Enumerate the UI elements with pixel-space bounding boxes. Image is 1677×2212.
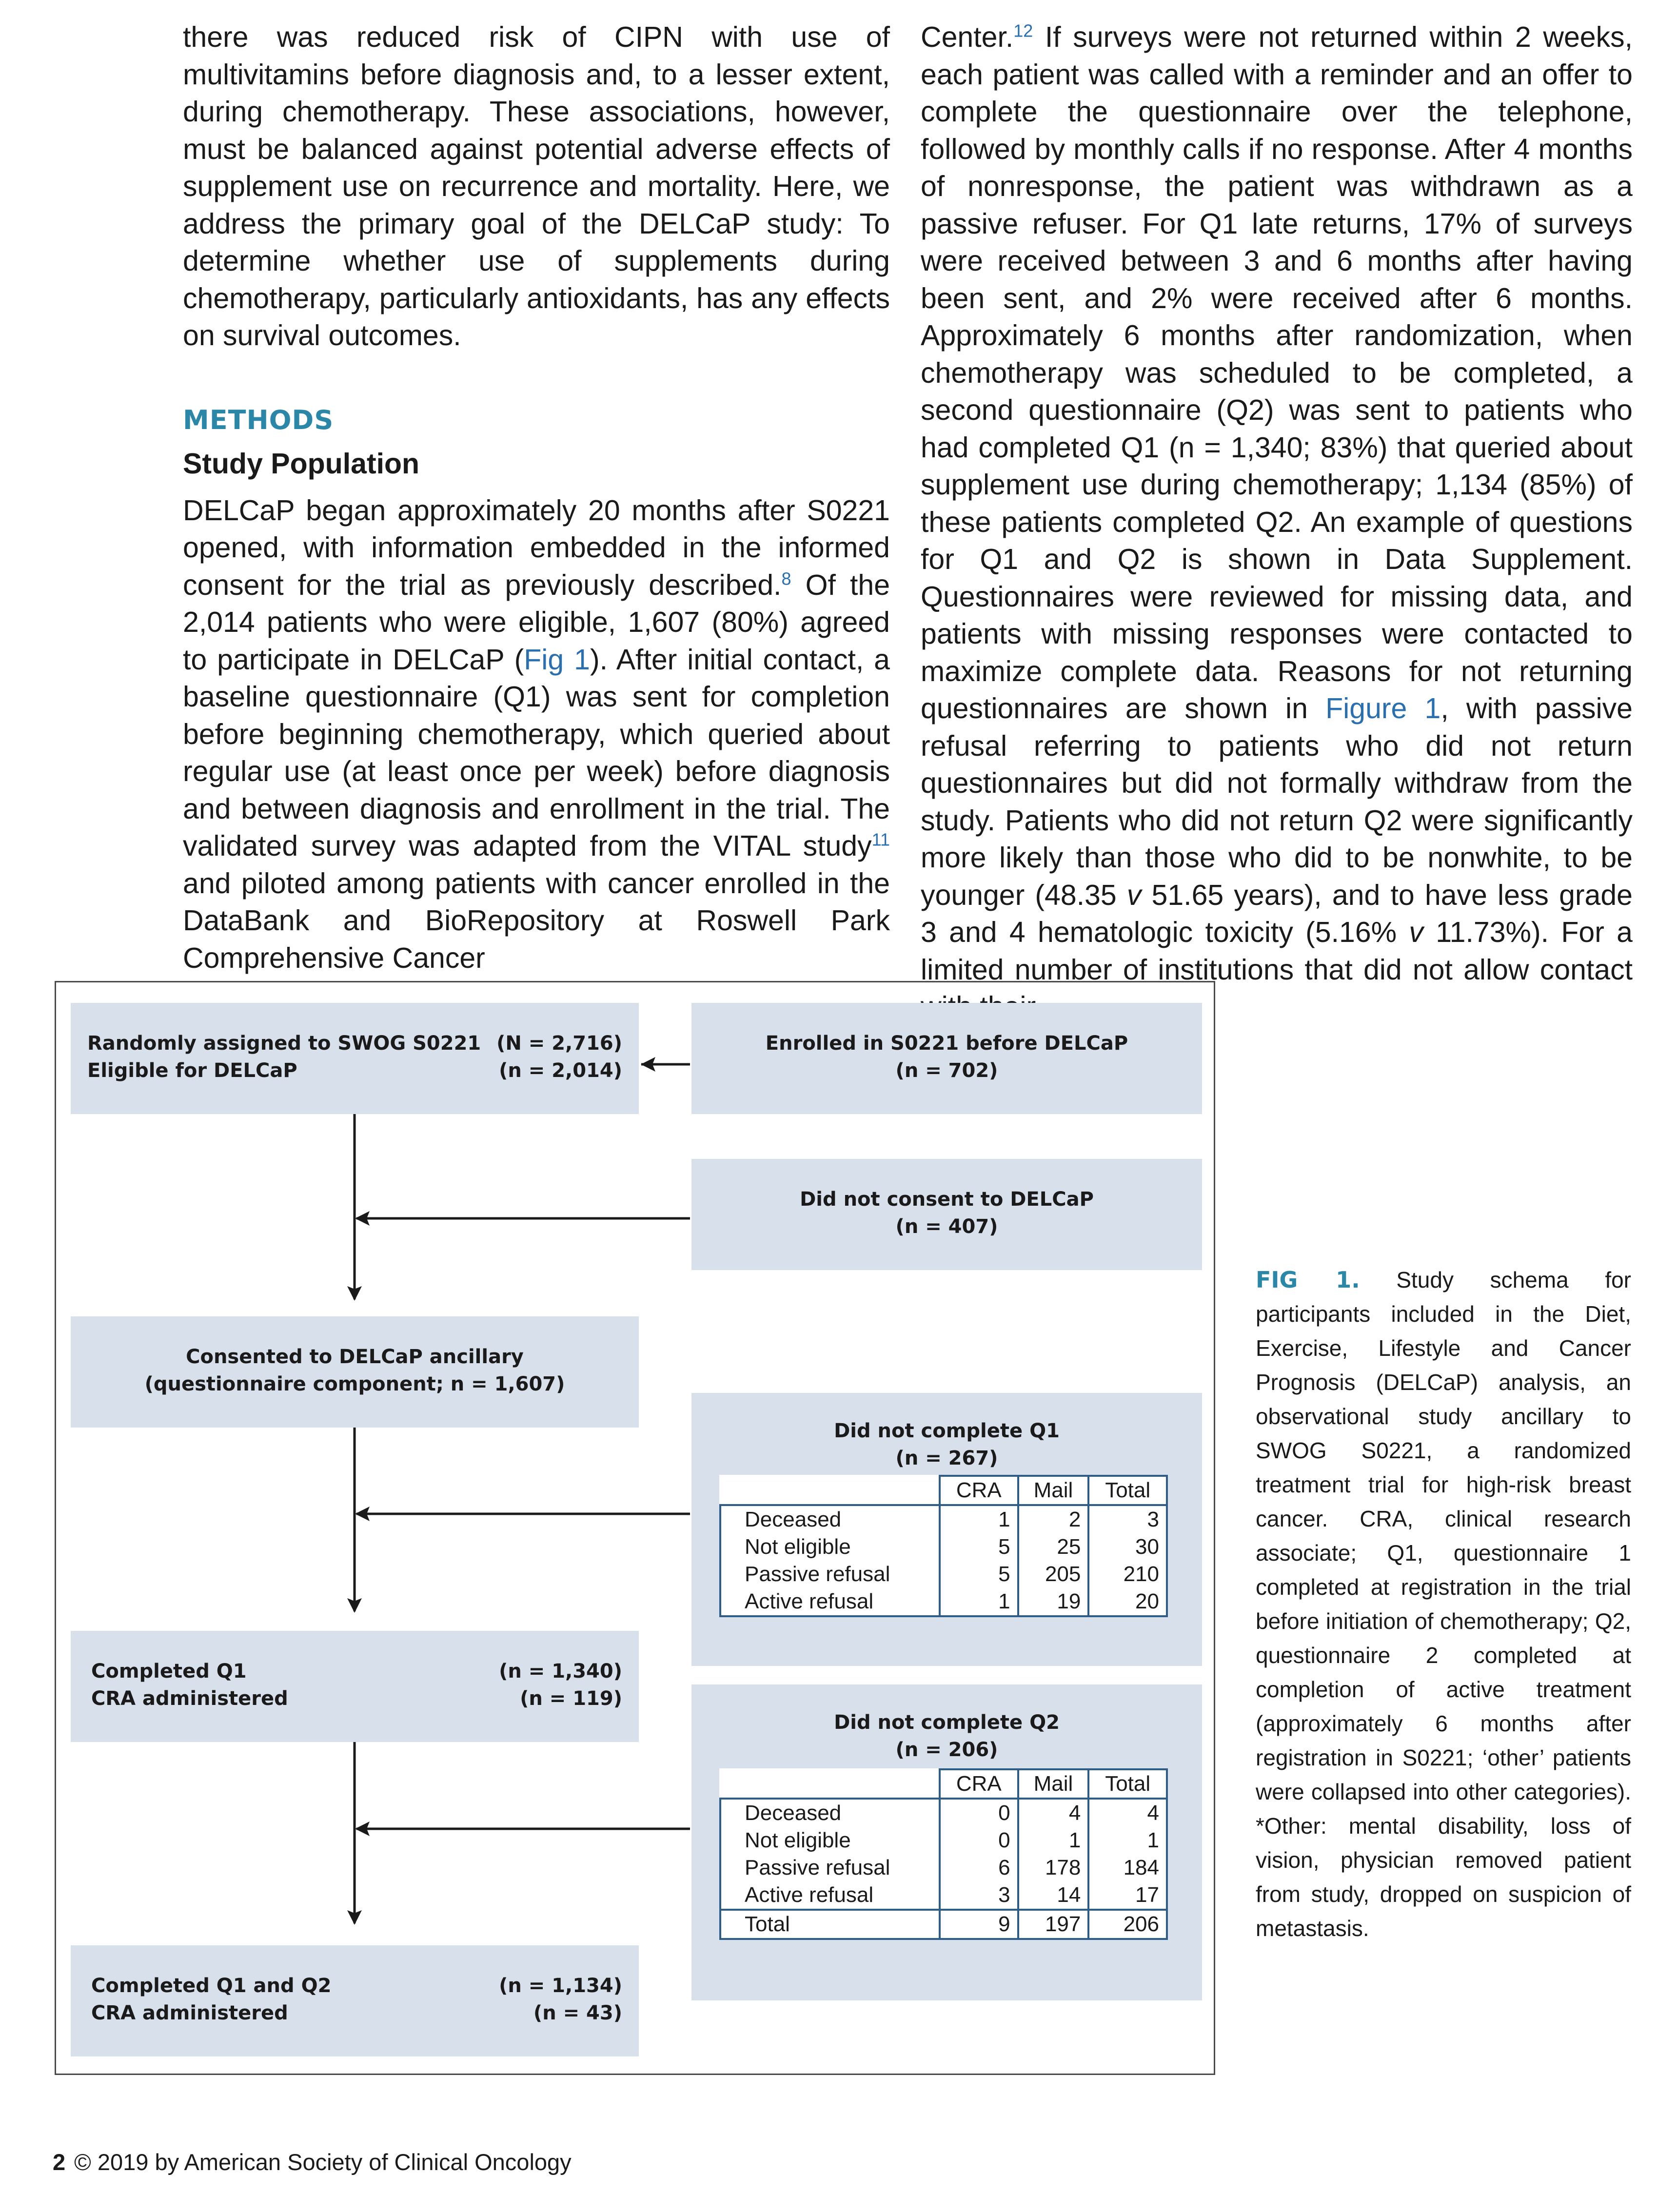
q1-cell-total: 210	[1088, 1561, 1167, 1588]
q2-cell-label: Total	[720, 1910, 940, 1939]
q1-cell-label: Active refusal	[720, 1588, 940, 1616]
enrolled-before-box	[691, 1003, 1202, 1114]
completed-q1-count: (n = 1,340)	[499, 1660, 622, 1683]
table-row	[720, 1505, 1167, 1533]
right-column	[921, 19, 1633, 1026]
q2-cell-mail: 4	[1018, 1799, 1089, 1827]
study-population-paragraph	[183, 492, 890, 977]
q2-cell-mail: 178	[1018, 1854, 1089, 1881]
table-row	[720, 1561, 1167, 1588]
versus-1: v	[1126, 879, 1142, 911]
q1-header-mail: Mail	[1018, 1476, 1089, 1505]
q2-cell-total: 184	[1088, 1854, 1167, 1881]
q1-cell-cra: 1	[940, 1588, 1018, 1616]
figure-caption	[1256, 1263, 1631, 1945]
consented-label: Consented to DELCaP ancillary	[186, 1346, 524, 1368]
q1q2-cra-label: CRA administered	[91, 2002, 288, 2024]
completed-q1q2-label: Completed Q1 and Q2	[91, 1975, 332, 1997]
consented-detail: (questionnaire component; n = 1,607)	[144, 1373, 565, 1395]
q1-cra-count: (n = 119)	[520, 1687, 622, 1710]
completed-q1q2-box	[71, 1945, 639, 2056]
q2-cell-total: 1	[1088, 1827, 1167, 1854]
q2-table-header	[720, 1769, 1167, 1799]
q1-cell-total: 20	[1088, 1588, 1167, 1616]
figure-1-flowchart	[55, 981, 1215, 2075]
randomized-row-1	[87, 1030, 622, 1057]
q2-incomplete-count: (n = 206)	[895, 1739, 998, 1761]
q2-cell-label: Passive refusal	[720, 1854, 940, 1881]
completed-q1-box	[71, 1631, 639, 1742]
table-row	[720, 1799, 1167, 1827]
right-text-a: Center.	[921, 21, 1014, 53]
q1-cell-cra: 1	[940, 1505, 1018, 1533]
page-number: 2	[53, 2149, 66, 2175]
q1-header-cra: CRA	[940, 1476, 1018, 1505]
para2-text-d: and piloted among patients with cancer enrolled in the DataBank and BioRepository at Roswell Park Comprehensive Cancer	[183, 867, 890, 974]
completed-q1-label: Completed Q1	[91, 1660, 247, 1683]
q1-cell-label: Deceased	[720, 1505, 940, 1533]
q2-cell-total: 4	[1088, 1799, 1167, 1827]
left-column	[183, 19, 890, 977]
caption-text: Study schema for participants included in the Diet, Exercise, Lifestyle and Cancer Prognosis (DELCaP) analysis, an observational study ancillary to SWOG S0221, a randomized treatment trial for high-risk breast cancer. CRA, clinical research associate; Q1, questionnaire 1 completed at registration in the trial before initiation of chemotherapy; Q2, questionnaire 2 completed at completion of active treatment (approximately 6 months after registration in S0221; ‘other’ patients were collapsed into other categories). *Other: mental disability, loss of vision, physician removed patient from study, dropped on suspicion of metastasis.	[1256, 1267, 1632, 1941]
completed-q1-row-2	[91, 1685, 622, 1712]
figure1-link[interactable]: Figure 1	[1325, 692, 1441, 724]
q1-cell-cra: 5	[940, 1533, 1018, 1561]
q1-incomplete-title: Did not complete Q1	[834, 1420, 1060, 1442]
q2-cell-mail: 197	[1018, 1910, 1089, 1939]
randomized-count: (N = 2,716)	[496, 1032, 622, 1055]
consented-box	[71, 1316, 639, 1428]
q2-header-cra: CRA	[940, 1769, 1018, 1799]
q1-cell-mail: 19	[1018, 1588, 1089, 1616]
ref-8[interactable]: 8	[781, 568, 791, 588]
q2-cell-total: 206	[1088, 1910, 1167, 1939]
q2-cell-cra: 6	[940, 1854, 1018, 1881]
q2-cell-cra: 9	[940, 1910, 1018, 1939]
methods-heading: METHODS	[183, 404, 334, 435]
q1-cell-mail: 205	[1018, 1561, 1089, 1588]
q1-incomplete-table	[719, 1475, 1168, 1617]
eligible-count: (n = 2,014)	[499, 1059, 622, 1082]
no-consent-label: Did not consent to DELCaP	[800, 1188, 1094, 1211]
para2-text-a: DELCaP began approximately 20 months after S0221 opened, with information embedded in the informed consent for the trial as previously described.	[183, 494, 890, 601]
q2-cell-cra: 3	[940, 1881, 1018, 1910]
q1-cell-mail: 25	[1018, 1533, 1089, 1561]
q2-cell-total: 17	[1088, 1881, 1167, 1910]
q2-header-mail: Mail	[1018, 1769, 1089, 1799]
q2-cell-mail: 1	[1018, 1827, 1089, 1854]
completed-q1q2-count: (n = 1,134)	[499, 1975, 622, 1997]
q1-cell-mail: 2	[1018, 1505, 1089, 1533]
para2-text-b: Of the 2,014 patients who were eligible, 1,607 (80%) agreed to participate in DELCaP (	[183, 568, 890, 676]
q1-cell-label: Passive refusal	[720, 1561, 940, 1588]
q1-cra-label: CRA administered	[91, 1687, 288, 1710]
right-text-d: 51.65 years), and to have less grade 3 and 4 hematologic toxicity (5.16%	[921, 879, 1633, 948]
right-text-b: If surveys were not returned within 2 weeks, each patient was called with a reminder and an offer to complete the questionnaire over the telephone, followed by monthly calls if no response. After 4 months of nonresponse, the patient was withdrawn as a passive refuser. For Q1 late returns, 17% of surveys were received between 3 and 6 months after having been sent, and 2% were received after 6 months. Approximately 6 months after randomization, when chemotherapy was scheduled to be completed, a second questionnaire (Q2) was sent to patients who had completed Q1 (n = 1,340; 83%) that queried about supplement use during chemotherapy; 1,134 (85%) of these patients completed Q2. An example of questions for Q1 and Q2 is shown in Data Supplement. Questionnaires were reviewed for missing data, and patients with missing responses were contacted to maximize complete data. Reasons for not returning questionnaires are shown in	[921, 21, 1633, 724]
q2-incomplete-table	[719, 1768, 1168, 1940]
q1-cell-total: 3	[1088, 1505, 1167, 1533]
q2-cell-label: Active refusal	[720, 1881, 940, 1910]
completed-q1q2-row-2	[91, 1999, 622, 2027]
fig1-link[interactable]: Fig 1	[524, 643, 590, 676]
right-column-paragraph	[921, 19, 1633, 1026]
q1-cell-total: 30	[1088, 1533, 1167, 1561]
right-text-e: 11.73%). For a limited number of institutions that did not allow contact	[921, 916, 1633, 986]
q2-cell-cra: 0	[940, 1827, 1018, 1854]
study-population-heading: Study Population	[183, 447, 420, 480]
table-row	[720, 1588, 1167, 1616]
no-consent-box	[691, 1159, 1202, 1270]
page-footer	[53, 2148, 572, 2177]
q2-cell-label: Not eligible	[720, 1827, 940, 1854]
enrolled-before-count: (n = 702)	[895, 1059, 998, 1082]
ref-11[interactable]: 11	[871, 829, 890, 850]
q2-cell-label: Deceased	[720, 1799, 940, 1827]
randomized-label: Randomly assigned to SWOG S0221	[87, 1032, 481, 1055]
table-row	[720, 1910, 1167, 1939]
table-row	[720, 1533, 1167, 1561]
randomized-box	[71, 1003, 639, 1114]
q2-header-total: Total	[1088, 1769, 1167, 1799]
right-text-c: , with passive refusal referring to patients who did not return questionnaires but did not formally withdraw from the study. Patients who did not return Q2 were significantly more likely than those who did to be nonwhite, to be younger (48.35	[921, 692, 1633, 911]
q1-table-header	[720, 1476, 1167, 1505]
ref-12[interactable]: 12	[1013, 20, 1033, 41]
copyright-text: © 2019 by American Society of Clinical Oncology	[74, 2149, 572, 2175]
q1-incomplete-count: (n = 267)	[895, 1447, 998, 1469]
eligible-label: Eligible for DELCaP	[87, 1059, 297, 1082]
completed-q1q2-row-1	[91, 1972, 622, 1999]
table-row	[720, 1854, 1167, 1881]
versus-2: v	[1409, 916, 1423, 948]
table-row	[720, 1827, 1167, 1854]
completed-q1-row-1	[91, 1658, 622, 1685]
no-consent-count: (n = 407)	[895, 1215, 998, 1238]
enrolled-before-label: Enrolled in S0221 before DELCaP	[765, 1032, 1128, 1055]
table-row	[720, 1881, 1167, 1910]
randomized-row-2	[87, 1057, 622, 1084]
intro-paragraph: there was reduced risk of CIPN with use of multivitamins before diagnosis and, to a lesser extent, during chemotherapy. These associations, however, must be balanced against potential adverse effects of supplement use on recurrence and mortality. Here, we address the primary goal of the DELCaP study: To determine whether use of supplements during chemotherapy, particularly antioxidants, has any effects on survival outcomes.	[183, 21, 890, 352]
q1-header-total: Total	[1088, 1476, 1167, 1505]
q2-incomplete-title: Did not complete Q2	[834, 1711, 1060, 1734]
q2-cell-mail: 14	[1018, 1881, 1089, 1910]
para2-text-c: ). After initial contact, a baseline questionnaire (Q1) was sent for completion before beginning chemotherapy, which queried about regular use (at least once per week) before diagnosis and between diagnosis and enrollment in the trial. The validated survey was adapted from the VITAL study	[183, 643, 890, 862]
q2-cell-cra: 0	[940, 1799, 1018, 1827]
q1-cell-cra: 5	[940, 1561, 1018, 1588]
q1-cell-label: Not eligible	[720, 1533, 940, 1561]
caption-label: FIG 1.	[1256, 1267, 1360, 1293]
q1q2-cra-count: (n = 43)	[533, 2002, 622, 2024]
